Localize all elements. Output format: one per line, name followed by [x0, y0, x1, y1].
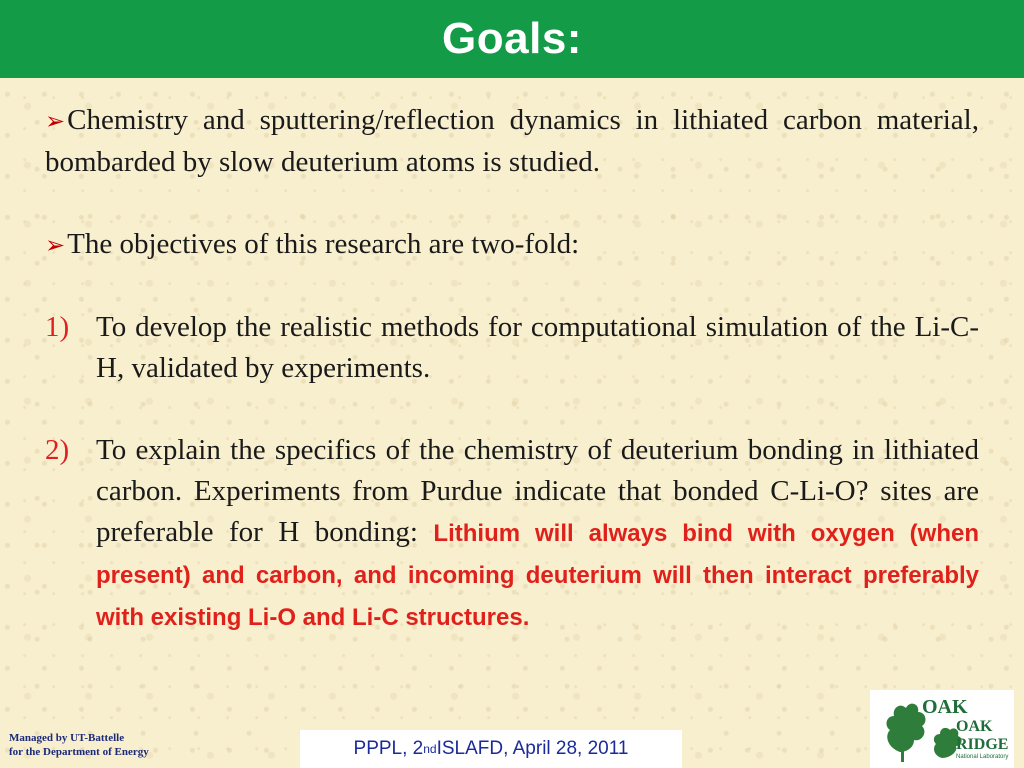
- conference-label: [300, 730, 682, 768]
- title-bar: [0, 0, 1024, 78]
- managed-by-note: [9, 731, 149, 759]
- logo-line-4: National Laboratory: [956, 754, 1009, 760]
- objective-2: [45, 430, 979, 638]
- logo-line-3: RIDGE: [956, 736, 1009, 753]
- bullet-1-text: Chemistry and sputtering/reflection dynamics in lithiated carbon material, bombarded by slow deuterium atoms is studied.: [45, 104, 979, 178]
- slide-body: [45, 100, 979, 638]
- bullet-2-text: The objectives of this research are two-fold:: [67, 228, 580, 260]
- objective-1-text: To develop the realistic methods for computational simulation of the Li-C-H, validated by experiments.: [96, 311, 979, 384]
- objective-2-number: 2): [45, 434, 70, 466]
- arrow-bullet-icon: ➢: [45, 231, 66, 259]
- objective-2-text: To explain the specifics of the chemistry of deuterium bonding in lithiated carbon. Experiments from Purdue indicate that bonded C-Li-O? sites are preferable for H bonding:: [96, 434, 979, 548]
- ornl-logo: [870, 690, 1014, 768]
- managed-line-2: for the Department of Energy: [9, 746, 149, 758]
- conference-sup: nd: [423, 742, 437, 756]
- bullet-2: [45, 224, 979, 266]
- objective-2-body: [96, 430, 979, 638]
- logo-line-2: OAK: [956, 718, 993, 735]
- objective-1: [45, 307, 979, 389]
- objective-2-highlight: Lithium will always bind with oxygen (when present) and carbon, and incoming deuterium will then interact preferably with existing Li-O and Li-C structures.: [96, 520, 980, 631]
- managed-line-1: Managed by UT-Battelle: [9, 732, 125, 744]
- conference-prefix: PPPL, 2: [353, 738, 424, 759]
- slide-title: Goals:: [442, 14, 582, 63]
- bullet-1: [45, 100, 979, 183]
- logo-line-1: OAK: [922, 696, 968, 718]
- arrow-bullet-icon: ➢: [45, 107, 66, 135]
- conference-suffix: ISLAFD, April 28, 2011: [436, 738, 629, 759]
- objective-1-number: 1): [45, 311, 70, 343]
